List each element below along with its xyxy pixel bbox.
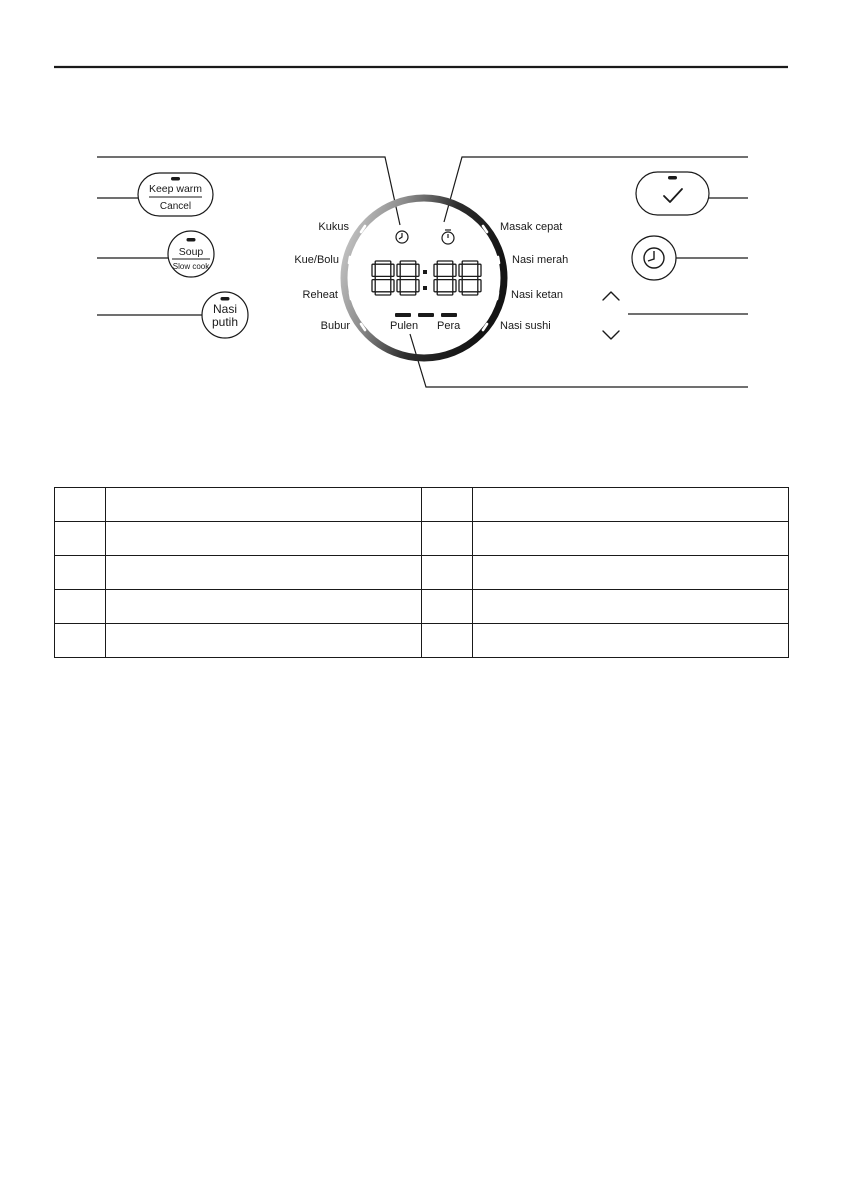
digit-segment bbox=[478, 264, 481, 276]
chevron-up-icon[interactable] bbox=[603, 292, 619, 300]
menu-label-nasi-merah: Nasi merah bbox=[512, 254, 569, 266]
digit-segment bbox=[453, 264, 456, 276]
digit-segment bbox=[462, 292, 478, 295]
timer-button[interactable] bbox=[632, 236, 676, 280]
indicator-led bbox=[221, 297, 230, 301]
table-cell-description bbox=[106, 522, 422, 556]
digit-segment bbox=[437, 261, 453, 264]
table-cell-number bbox=[422, 624, 473, 658]
digit-segment bbox=[372, 264, 375, 276]
table-row bbox=[55, 556, 789, 590]
display-ring bbox=[344, 198, 504, 358]
table-row bbox=[55, 488, 789, 522]
indicator-led bbox=[187, 238, 196, 242]
digit-segment bbox=[375, 276, 391, 279]
menu-label-bubur: Bubur bbox=[320, 320, 350, 332]
table-cell-number bbox=[55, 556, 106, 590]
indicator-led bbox=[171, 177, 180, 181]
table-cell-number bbox=[55, 488, 106, 522]
table-row bbox=[55, 624, 789, 658]
digit-segment bbox=[400, 276, 416, 279]
texture-label-pera: Pera bbox=[437, 320, 461, 332]
menu-label-nasi-ketan: Nasi ketan bbox=[511, 289, 563, 301]
soup-slow-cook-button[interactable] bbox=[168, 231, 214, 277]
control-panel-diagram bbox=[0, 0, 842, 480]
digit-segment bbox=[397, 280, 400, 292]
table-cell-number bbox=[55, 624, 106, 658]
table-row bbox=[55, 590, 789, 624]
table-cell-description bbox=[106, 624, 422, 658]
digit-segment bbox=[397, 264, 400, 276]
clock-icon bbox=[396, 231, 408, 243]
keep-warm-label: Keep warm bbox=[148, 183, 203, 195]
table-cell-description bbox=[106, 556, 422, 590]
menu-label-kue-bolu: Kue/Bolu bbox=[294, 254, 339, 266]
slow-cook-label: Slow cook bbox=[172, 262, 210, 271]
digit-segment bbox=[437, 276, 453, 279]
digit-segment bbox=[478, 280, 481, 292]
texture-indicator bbox=[395, 313, 457, 317]
menu-label-nasi-sushi: Nasi sushi bbox=[500, 320, 551, 332]
digit-segment bbox=[416, 280, 419, 292]
digit-segment bbox=[434, 280, 437, 292]
menu-label-kukus: Kukus bbox=[318, 221, 349, 233]
digit-segment bbox=[462, 261, 478, 264]
cancel-label: Cancel bbox=[159, 201, 192, 212]
digit-segment bbox=[400, 292, 416, 295]
table-cell-number bbox=[422, 556, 473, 590]
menu-label-masak-cepat: Masak cepat bbox=[500, 221, 563, 233]
colon-dot bbox=[423, 270, 427, 274]
table-cell-description bbox=[473, 556, 789, 590]
soup-label: Soup bbox=[178, 246, 204, 258]
table-row bbox=[55, 522, 789, 556]
table-cell-number bbox=[422, 488, 473, 522]
menu-label-reheat: Reheat bbox=[302, 289, 338, 301]
table-cell-description bbox=[473, 488, 789, 522]
table-cell-description bbox=[473, 522, 789, 556]
digit-segment bbox=[453, 280, 456, 292]
table-cell-number bbox=[422, 590, 473, 624]
table-cell-number bbox=[422, 522, 473, 556]
table-cell-number bbox=[55, 522, 106, 556]
indicator-led bbox=[668, 176, 677, 180]
digit-segment bbox=[459, 264, 462, 276]
legend-table bbox=[54, 487, 789, 658]
digit-segment bbox=[372, 280, 375, 292]
digit-segment bbox=[459, 280, 462, 292]
digit-segment bbox=[416, 264, 419, 276]
timer-icon bbox=[442, 230, 454, 244]
digit-segment bbox=[400, 261, 416, 264]
nasi-putih-button[interactable] bbox=[202, 292, 248, 338]
nasi-label: Nasi bbox=[212, 302, 238, 316]
table-cell-number bbox=[55, 590, 106, 624]
table-cell-description bbox=[106, 590, 422, 624]
texture-label-pulen: Pulen bbox=[390, 320, 419, 332]
digit-segment bbox=[437, 292, 453, 295]
digit-segment bbox=[462, 276, 478, 279]
chevron-down-icon[interactable] bbox=[603, 331, 619, 339]
digit-segment bbox=[375, 261, 391, 264]
keep-warm-cancel-button[interactable] bbox=[138, 173, 213, 216]
table-cell-description bbox=[106, 488, 422, 522]
seven-segment-display bbox=[372, 261, 481, 295]
digit-segment bbox=[391, 264, 394, 276]
digit-segment bbox=[391, 280, 394, 292]
putih-label: putih bbox=[211, 315, 239, 329]
table-cell-description bbox=[473, 590, 789, 624]
table-cell-description bbox=[473, 624, 789, 658]
digit-segment bbox=[434, 264, 437, 276]
start-button[interactable] bbox=[636, 172, 709, 215]
digit-segment bbox=[375, 292, 391, 295]
colon-dot bbox=[423, 286, 427, 290]
